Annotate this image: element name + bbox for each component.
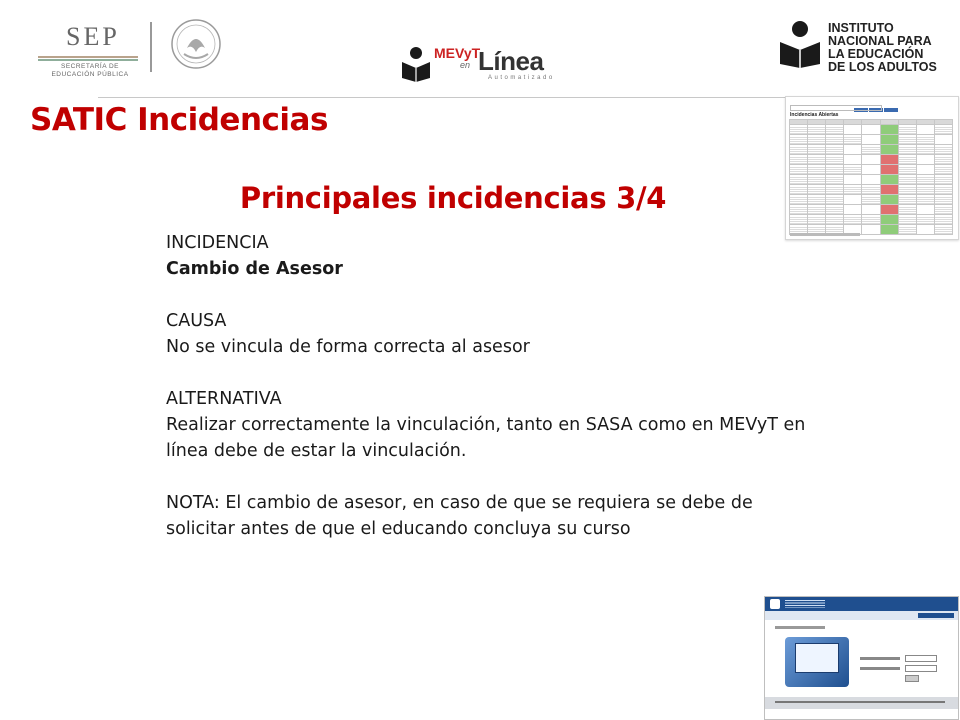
- incidencias-table-screenshot: [785, 96, 959, 240]
- reader-icon: [400, 46, 432, 82]
- mevyt-en-linea-logo: [400, 42, 560, 86]
- nota-text: NOTA: El cambio de asesor, en caso de que se requiera se debe de solicitar antes de que el educando concluya su curso: [166, 493, 753, 539]
- section-title: SATIC Incidencias: [30, 102, 328, 138]
- alternativa-label: ALTERNATIVA: [166, 389, 282, 409]
- inea-logo-text: INSTITUTO NACIONAL PARA LA EDUCACIÓN DE LOS ADULTOS: [828, 21, 937, 74]
- causa-label: CAUSA: [166, 311, 227, 331]
- slide-title: Principales incidencias 3/4: [239, 181, 667, 215]
- logo-divider: [150, 22, 152, 72]
- mevyt-linea: Línea: [478, 46, 544, 76]
- causa-value: No se vincula de forma correcta al asesor: [166, 337, 530, 357]
- sep-logo-subtitle: SECRETARÍA DE EDUCACIÓN PÚBLICA: [51, 63, 129, 78]
- mevyt-brand: MEVyT: [434, 45, 481, 61]
- incident-details: [166, 230, 826, 542]
- mevyt-tagline: Automatizado: [488, 75, 555, 81]
- inea-logo: [778, 20, 948, 72]
- sep-logo-text: SEP: [66, 22, 120, 51]
- incidencia-label: INCIDENCIA: [166, 233, 269, 253]
- table-heading: Incidencias Abiertas: [790, 112, 839, 118]
- alternativa-value: Realizar correctamente la vinculación, tanto en SASA como en MEVyT en línea debe de estar la vinculación.: [166, 415, 806, 461]
- incidencias-grid: [789, 119, 953, 235]
- mevyt-en: en: [460, 60, 471, 70]
- incidencia-value: Cambio de Asesor: [166, 259, 343, 279]
- inea-reader-icon: [778, 20, 822, 68]
- header-divider: [98, 97, 788, 98]
- login-page-screenshot: [764, 596, 959, 720]
- mexico-seal-icon: [170, 18, 222, 70]
